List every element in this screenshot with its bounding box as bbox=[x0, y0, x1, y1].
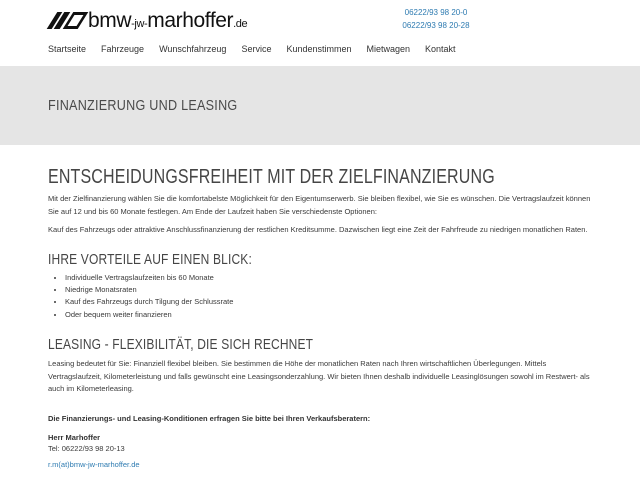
contact-email-link[interactable]: r.m(at)bmw-jw-marhoffer.de bbox=[48, 459, 140, 469]
financing-paragraph-1: Mit der Zielfinanzierung wählen Sie die komfortabelste Möglichkeit für den Eigentumserwerb. Sie bleiben flexibel, wie Sie es wünschen. Die Vertragslaufzeit können Sie auf 12 und bis 60 Monate festlegen. Am Ende der Laufzeit haben Sie verschiedenste Optionen: bbox=[48, 194, 591, 216]
logo-part-bmw: bmw bbox=[88, 9, 132, 32]
site-header bbox=[0, 0, 640, 66]
logo-part-jw: -jw- bbox=[131, 18, 148, 30]
phone-link-2[interactable]: 06222/93 98 20-28 bbox=[402, 21, 470, 30]
logo-wordmark bbox=[88, 9, 247, 33]
logo-part-marhoffer: marhoffer bbox=[147, 9, 234, 32]
nav-item-kundenstimmen[interactable]: Kundenstimmen bbox=[286, 44, 352, 54]
phone-link-1[interactable]: 06222/93 98 20-0 bbox=[404, 8, 468, 17]
leasing-heading: LEASING - FLEXIBILITÄT, DIE SICH RECHNET bbox=[48, 336, 314, 354]
nav-item-kontakt[interactable]: Kontakt bbox=[425, 44, 456, 54]
nav-item-mietwagen[interactable]: Mietwagen bbox=[366, 44, 411, 54]
financing-heading: ENTSCHEIDUNGSFREIHEIT MIT DER ZIELFINANZIERUNG bbox=[48, 166, 495, 188]
nav-item-wunschfahrzeug[interactable]: Wunschfahrzeug bbox=[159, 44, 227, 54]
main-content bbox=[0, 145, 640, 472]
contact-intro: Die Finanzierungs- und Leasing-Konditionen erfragen Sie bitte bei Ihren Verkaufsberatern: bbox=[48, 413, 371, 423]
financing-paragraph-2: Kauf des Fahrzeugs oder attraktive Anschlussfinanzierung der restlichen Kreditsumme. Dazwischen liegt eine Zeit der Fahrfreude zu niedrigen monatlichen Raten. bbox=[48, 225, 588, 234]
benefit-item: • Kauf des Fahrzeugs durch Tilgung der Schlussrate bbox=[65, 296, 592, 308]
page-title: FINANZIERUNG UND LEASING bbox=[48, 97, 238, 114]
contact-tel: Tel: 06222/93 98 20-13 bbox=[48, 443, 125, 453]
leasing-paragraph: Leasing bedeutet für Sie: Finanziell flexibel bleiben. Sie bestimmen die Höhe der monatlichen Raten nach Ihren wirtschaftlichen Überlegungen. Mittels Vertragslaufzeit, Kilometerleistung und falls gewünscht eine Leasingsonderzahlung. Wir bieten Ihnen deshalb individuelle Leasinglösungen sowohl im Restwert- als auch im Kilometerleasing. bbox=[48, 359, 590, 394]
logo-stripes-icon bbox=[46, 11, 84, 31]
phone-numbers bbox=[396, 6, 476, 32]
benefit-item: • Oder bequem weiter finanzieren bbox=[65, 309, 592, 321]
contact-block bbox=[48, 413, 592, 472]
nav-item-service[interactable]: Service bbox=[241, 44, 272, 54]
benefits-list bbox=[48, 272, 592, 322]
contact-name: Herr Marhoffer bbox=[48, 432, 101, 442]
page-banner bbox=[0, 66, 640, 145]
logo-part-de: .de bbox=[233, 18, 248, 30]
benefit-item: • Niedrige Monatsraten bbox=[65, 284, 592, 296]
main-nav bbox=[48, 44, 456, 54]
nav-item-fahrzeuge[interactable]: Fahrzeuge bbox=[101, 44, 145, 54]
nav-item-startseite[interactable]: Startseite bbox=[48, 44, 87, 54]
logo[interactable] bbox=[46, 9, 247, 33]
benefit-item: • Individuelle Vertragslaufzeiten bis 60 Monate bbox=[65, 272, 592, 284]
benefits-heading: IHRE VORTEILE AUF EINEN BLICK: bbox=[48, 250, 252, 268]
